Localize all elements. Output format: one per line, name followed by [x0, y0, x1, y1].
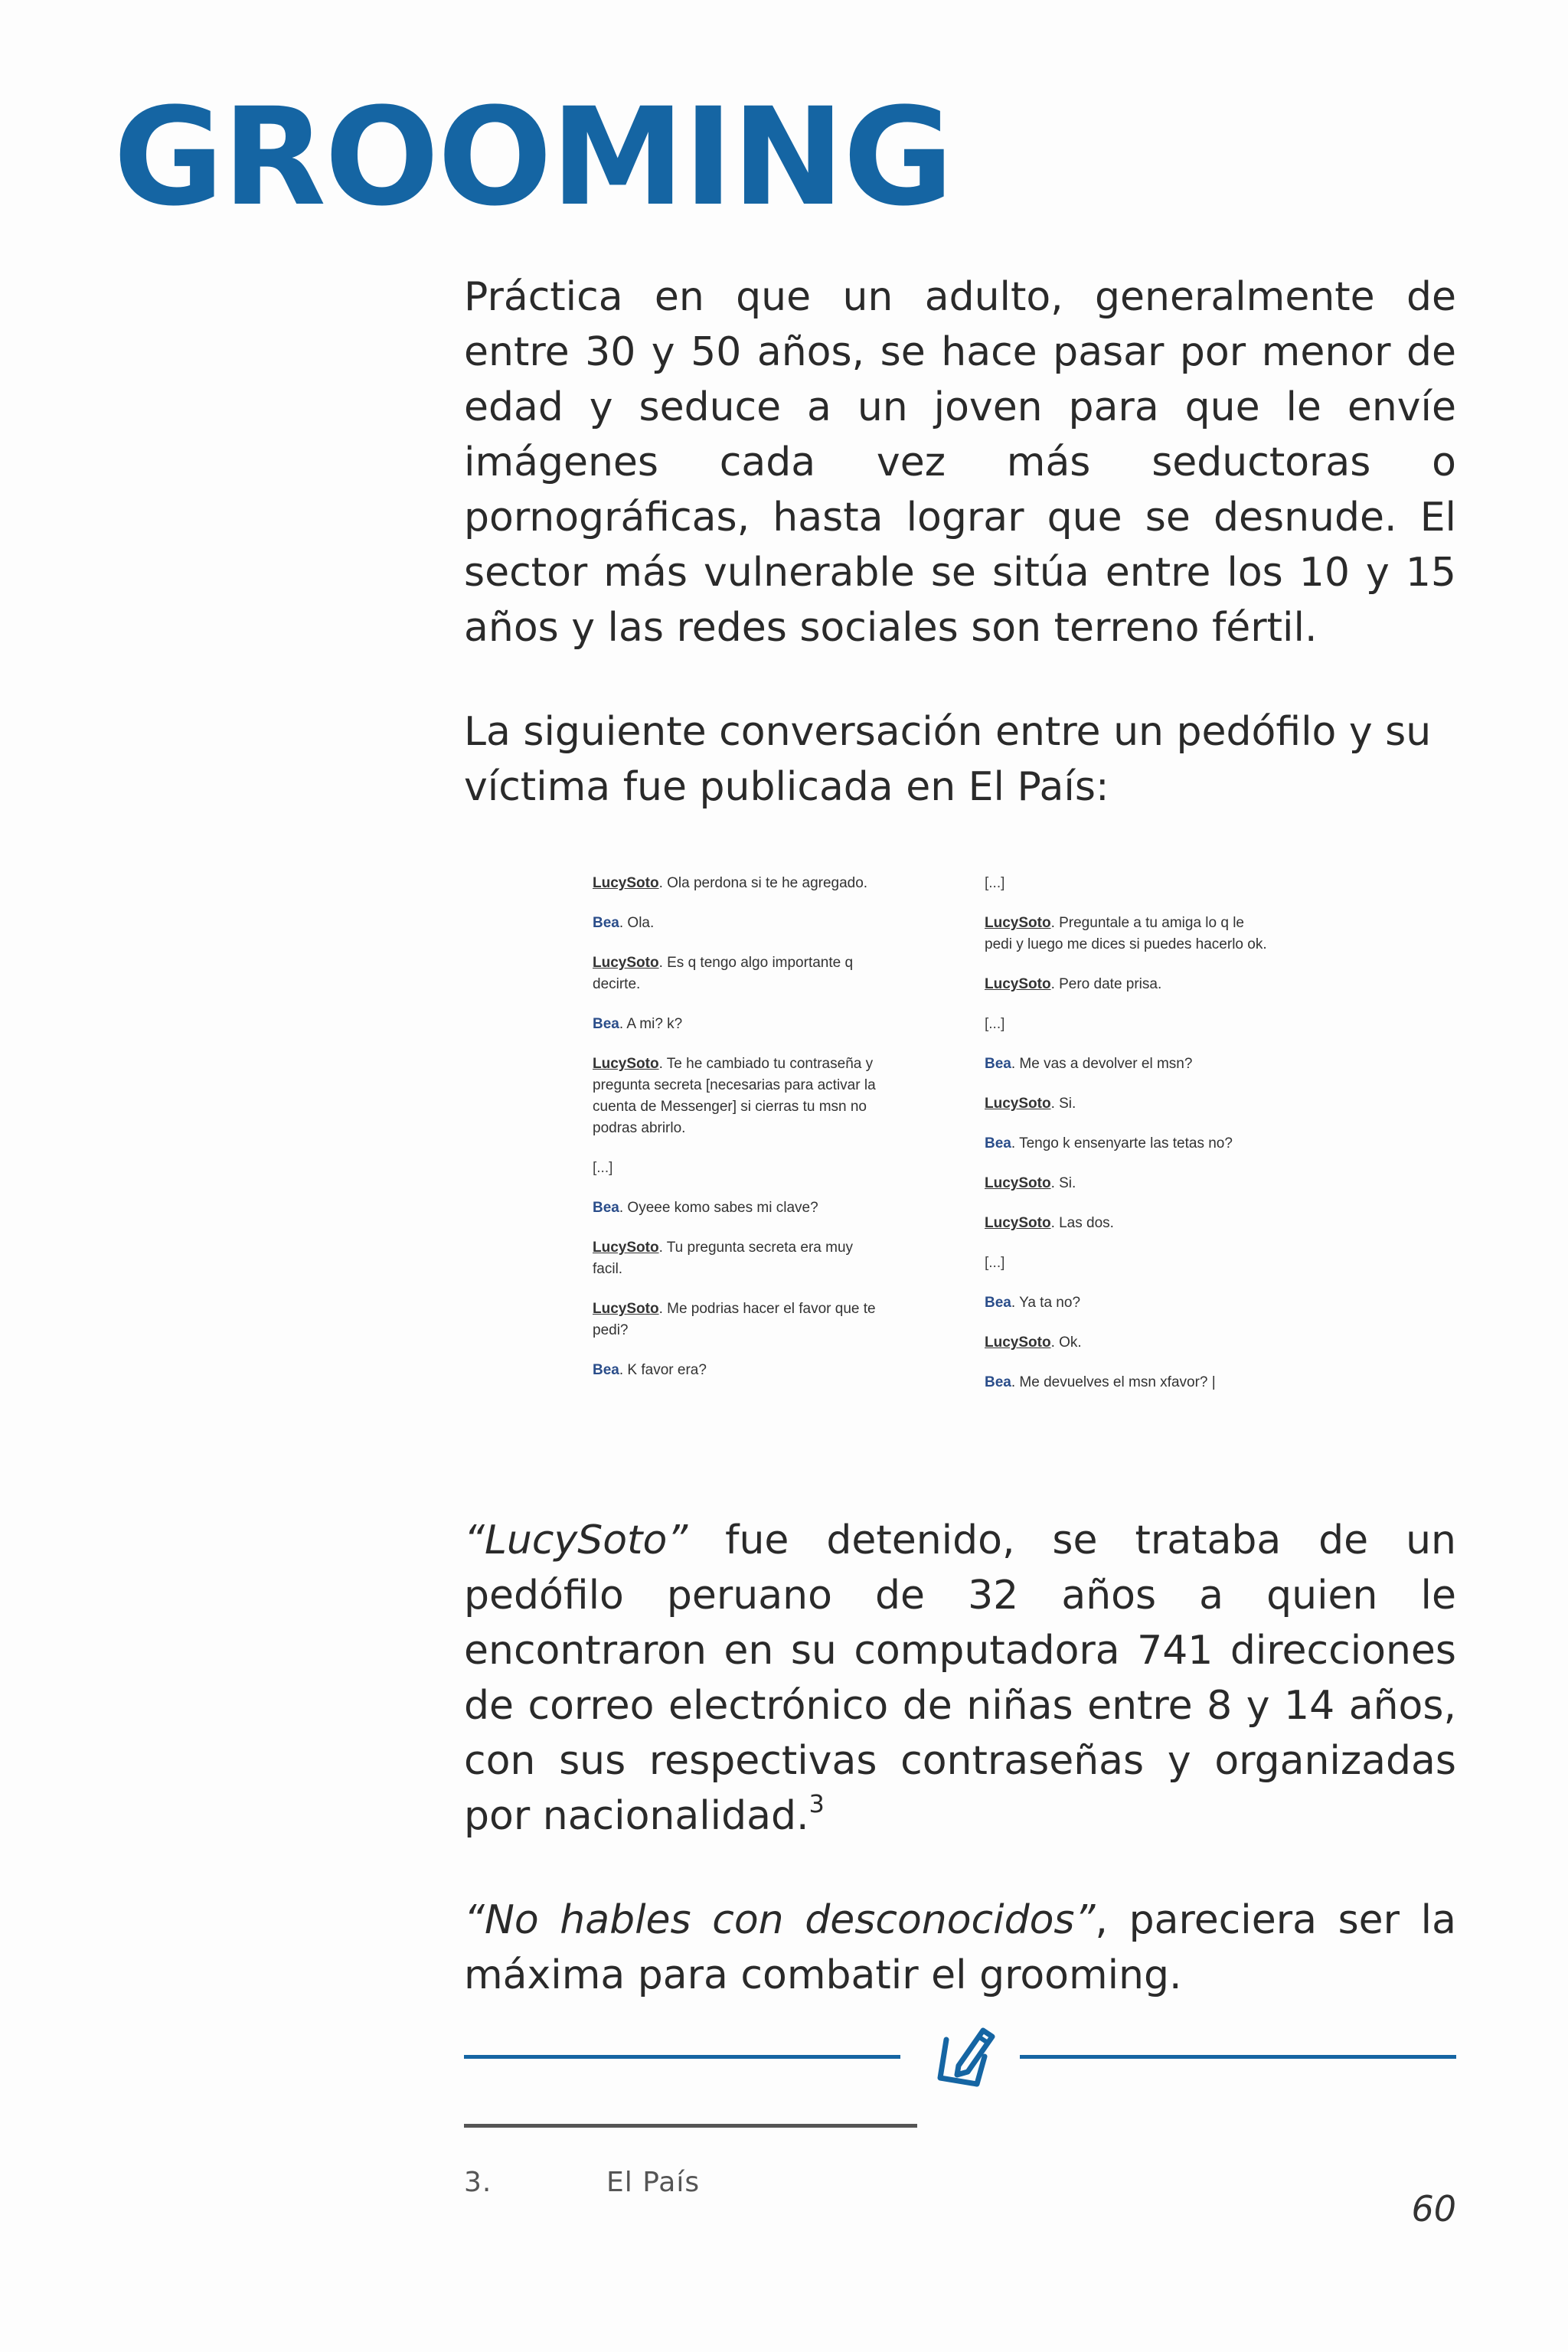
chat-text: . Tengo k ensenyarte las tetas no? [1011, 1135, 1233, 1152]
lucysoto-quote: “LucySoto” [464, 1517, 688, 1563]
chat-speaker: LucySoto [985, 1215, 1051, 1231]
footnote-number: 3. [464, 2167, 492, 2198]
chat-text: . Ola perdona si te he agregado. [658, 875, 868, 891]
chat-message [593, 1158, 884, 1179]
chat-speaker: LucySoto [985, 976, 1051, 992]
chat-message [985, 1093, 1276, 1115]
chat-speaker: LucySoto [593, 1301, 659, 1317]
chat-message [985, 1133, 1276, 1155]
definition-text: Práctica en que un adulto, generalmente de entre 30 y 50 años, se hace pasar por menor de edad y seduce a un joven para que le envíe imágenes cada vez más seductoras o pornográficas, hasta lograr que se desnude. El sector más vulnerable se sitúa entre los 10 y 15 años y las redes sociales son terreno fértil. [464, 274, 1456, 651]
chat-text: . Pero date prisa. [1050, 976, 1162, 992]
chat-text: . Me devuelves el msn xfavor? | [1011, 1374, 1216, 1390]
chat-column-left [593, 873, 884, 1400]
chat-speaker: Bea [593, 1362, 619, 1378]
intro-paragraph [464, 270, 1456, 655]
chat-message [593, 1360, 884, 1381]
chat-intro-text: La siguiente conversación entre un pedófilo y su víctima fue publicada en El País: [464, 709, 1432, 810]
chat-text: [...] [985, 1255, 1005, 1271]
chat-text: . A mi? k? [619, 1016, 683, 1032]
chat-speaker: Bea [593, 1200, 619, 1216]
chat-message [593, 1237, 884, 1280]
chat-speaker: LucySoto [985, 1175, 1051, 1191]
conclusion-text [464, 1893, 1456, 2003]
divider-left [464, 2055, 900, 2059]
page-title: GROOMING [113, 79, 952, 236]
detention-body: fue detenido, se trataba de un pedófilo peruano de 32 años a quien le encontraron en su computadora 741 direcciones de correo electrónico de niñas entre 8 y 14 años, con sus respectivas contraseñas y organizadas por nacionalidad. [464, 1517, 1456, 1839]
chat-message [985, 974, 1276, 995]
chat-message [593, 873, 884, 894]
chat-message [985, 913, 1276, 956]
chat-message [985, 1372, 1276, 1393]
chat-speaker: LucySoto [593, 1056, 659, 1072]
chat-text: . Tu pregunta secreta era muy facil. [593, 1240, 854, 1277]
chat-transcript-image [590, 873, 1279, 1439]
chat-message [593, 952, 884, 995]
chat-message [985, 1332, 1276, 1354]
chat-message [593, 1054, 884, 1139]
chat-text: . Oyeee komo sabes mi clave? [619, 1200, 818, 1216]
chat-text: . Si. [1050, 1175, 1076, 1191]
chat-text: [...] [985, 1016, 1005, 1032]
chat-speaker: LucySoto [593, 875, 659, 891]
chat-speaker: LucySoto [985, 1096, 1051, 1112]
detention-text [464, 1513, 1456, 1844]
chat-text: . Si. [1050, 1096, 1076, 1112]
chat-speaker: LucySoto [985, 915, 1051, 931]
detention-paragraph [464, 1513, 1456, 1844]
chat-text: [...] [593, 1160, 613, 1176]
conclusion-body: , pareciera ser la máxima para combatir el grooming. [464, 1897, 1456, 1998]
chat-speaker: Bea [985, 1295, 1011, 1311]
footnote-ref: 3 [808, 1789, 825, 1818]
chat-speaker: Bea [985, 1135, 1011, 1152]
chat-speaker: Bea [593, 1016, 619, 1032]
chat-message [985, 1054, 1276, 1075]
divider-right [1020, 2055, 1456, 2059]
chat-speaker: LucySoto [985, 1334, 1051, 1351]
chat-speaker: Bea [593, 915, 619, 931]
chat-speaker: LucySoto [593, 955, 659, 971]
chat-text: . Ya ta no? [1011, 1295, 1081, 1311]
chat-text: . Me podrias hacer el favor que te pedi? [593, 1301, 876, 1338]
chat-speaker: LucySoto [593, 1240, 659, 1256]
chat-message [985, 1173, 1276, 1194]
footnote-rule [464, 2124, 917, 2128]
page-number: 60 [1411, 2188, 1456, 2230]
chat-intro-paragraph [464, 704, 1456, 815]
chat-text: [...] [985, 875, 1005, 891]
chat-text: . Preguntale a tu amiga lo q le pedi y luego me dices si puedes hacerlo ok. [985, 915, 1267, 952]
chat-message [985, 1253, 1276, 1274]
chat-text: . K favor era? [619, 1362, 707, 1378]
chat-text: . Te he cambiado tu contraseña y pregunta secreta [necesarias para activar la cuenta de Messenger] si cierras tu msn no podras abrirlo. [593, 1056, 876, 1136]
chat-speaker: Bea [985, 1374, 1011, 1390]
chat-message [985, 1213, 1276, 1234]
chat-message [985, 1014, 1276, 1035]
chat-text: . Es q tengo algo importante q decirte. [593, 955, 854, 992]
chat-message [985, 1292, 1276, 1314]
chat-message [593, 1298, 884, 1341]
footnote-text: El País [606, 2167, 701, 2198]
chat-text: . Me vas a devolver el msn? [1011, 1056, 1193, 1072]
chat-message [593, 913, 884, 934]
chat-message [593, 1014, 884, 1035]
chat-speaker: Bea [985, 1056, 1011, 1072]
chat-text: . Las dos. [1050, 1215, 1114, 1231]
chat-text: . Ola. [619, 915, 655, 931]
pencil-note-icon [923, 2017, 1000, 2093]
strangers-quote: “No hables con desconocidos” [464, 1897, 1096, 1943]
chat-text: . Ok. [1050, 1334, 1082, 1351]
chat-column-right [985, 873, 1276, 1412]
chat-message [985, 873, 1276, 894]
conclusion-paragraph [464, 1893, 1456, 2003]
chat-message [593, 1197, 884, 1219]
